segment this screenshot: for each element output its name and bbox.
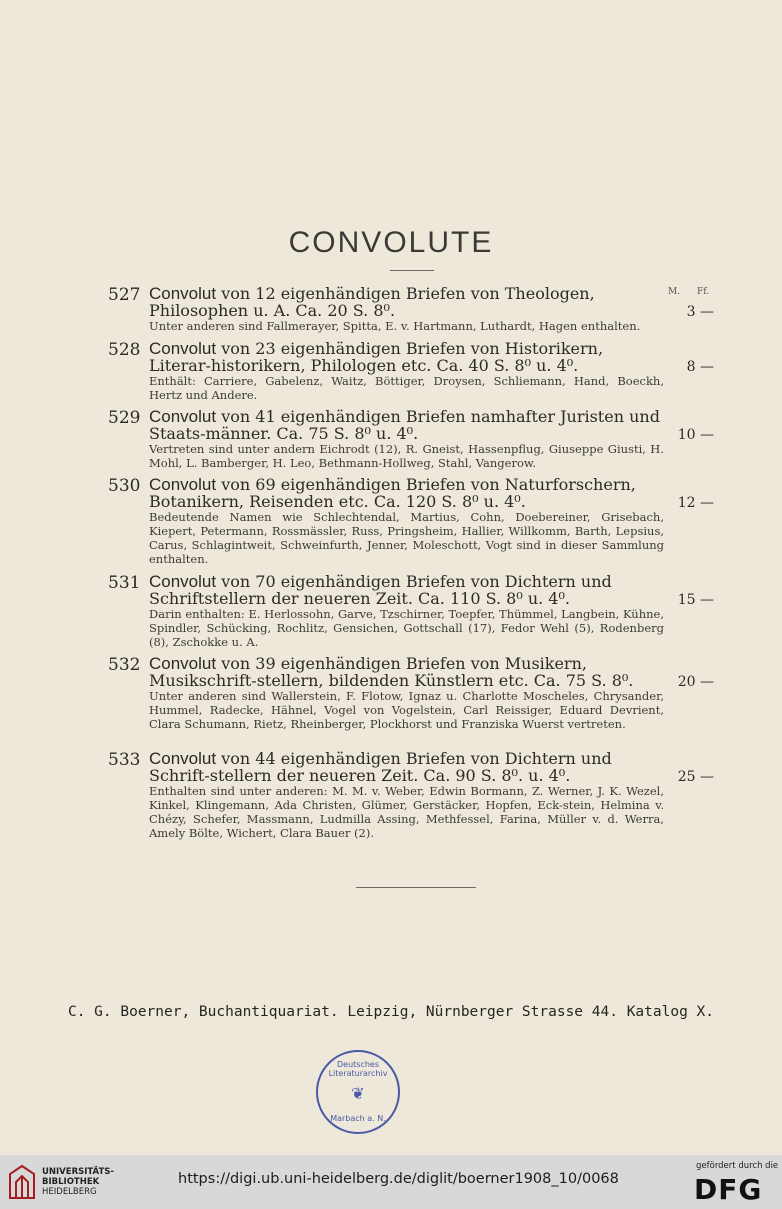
entry-number: 528 <box>108 340 141 360</box>
entry-note: Vertreten sind unter andern Eichrodt (12), R. Gneist, Hassenpflug, Giuseppe Giusti, H. Mohl, L. Bamberger, H. Leo, Bethmann-Hollweg, Stahl, Vangerow. <box>149 442 664 470</box>
entry-note: Unter anderen sind Fallmerayer, Spitta, E. v. Hartmann, Luthardt, Hagen enthalten. <box>149 319 641 333</box>
catalog-entry-532 <box>108 655 714 731</box>
entry-price: 20 — <box>677 674 714 690</box>
currency-header-pfennig: Ff. <box>697 287 710 297</box>
entry-title <box>149 285 664 319</box>
entry-head: Convolut <box>149 339 217 358</box>
entry-text: von 12 eigenhändigen Briefen von Theologen, Philosophen u. A. Ca. 20 S. 8⁰. <box>149 284 595 320</box>
entry-price: 15 — <box>677 592 714 608</box>
entry-text: von 70 eigenhändigen Briefen von Dichtern und Schriftstellern der neueren Zeit. Ca. 110 S. 8⁰ u. 4⁰. <box>149 572 612 608</box>
entry-title <box>149 476 664 510</box>
title-rule <box>390 270 434 271</box>
entry-head: Convolut <box>149 407 217 426</box>
catalog-entry-530 <box>108 476 714 566</box>
entry-head: Convolut <box>149 572 217 591</box>
entry-text: von 44 eigenhändigen Briefen von Dichtern und Schrift-stellern der neueren Zeit. Ca. 90 S. 8⁰. u. 4⁰. <box>149 749 612 785</box>
entry-price: 10 — <box>677 427 714 443</box>
catalog-entry-528 <box>108 340 714 402</box>
catalog-entry-531 <box>108 573 714 649</box>
entry-text: von 39 eigenhändigen Briefen von Musikern, Musikschrift-stellern, bildenden Künstlern etc. Ca. 75 S. 8⁰. <box>149 654 634 690</box>
entry-price: 8 — <box>686 359 714 375</box>
catalog-entry-529 <box>108 408 714 470</box>
entry-note: Enthält: Carriere, Gabelenz, Waitz, Böttiger, Droysen, Schliemann, Hand, Boeckh, Hertz und Andere. <box>149 374 664 402</box>
dfg-logo[interactable]: DFG <box>694 1173 763 1206</box>
closing-rule <box>356 887 476 888</box>
entry-head: Convolut <box>149 749 217 768</box>
entry-note: Unter anderen sind Wallerstein, F. Flotow, Ignaz u. Charlotte Moscheles, Chrysander, Hummel, Radecke, Hähnel, Vogel von Vogelstein, Carl Reissiger, Eduard Devrient, Clara Schumann, Rietz, Rheinberger, Plockhorst und Franziska Wuerst vertreten. <box>149 689 664 731</box>
library-stamp <box>316 1050 400 1134</box>
document-url-link[interactable]: https://digi.ub.uni-heidelberg.de/diglit/boerner1908_10/0068 <box>178 1171 619 1187</box>
logo-line: HEIDELBERG <box>42 1187 97 1197</box>
entry-number: 533 <box>108 750 141 770</box>
entry-head: Convolut <box>149 475 217 494</box>
entry-note: Bedeutende Namen wie Schlechtendal, Martius, Cohn, Doebereiner, Grisebach, Kiepert, Petermann, Rossmässler, Russ, Pringsheim, Hallier, Willkomm, Barth, Lepsius, Carus, Schlagintweit, Schweinfurth, Jenner, Moleschott, Vogt sind in dieser Sammlung enthalten. <box>149 510 664 566</box>
entry-head: Convolut <box>149 654 217 673</box>
entry-price: 12 — <box>677 495 714 511</box>
funded-by-label: gefördert durch die <box>696 1161 779 1171</box>
entry-title <box>149 750 664 784</box>
entry-note: Enthalten sind unter anderen: M. M. v. Weber, Edwin Bormann, Z. Werner, J. K. Wezel, Kinkel, Klingemann, Ada Christen, Glümer, Gerstäcker, Hopfen, Eck-stein, Helmina v. Chézy, Schefer, Massmann, Ludmilla Assing, Methfessel, Farina, Müller v. d. Werra, Amely Bölte, Wichert, Clara Bauer (2). <box>149 784 664 840</box>
entry-number: 532 <box>108 655 141 675</box>
entry-number: 530 <box>108 476 141 496</box>
catalog-entry-533 <box>108 750 714 840</box>
entry-text: von 69 eigenhändigen Briefen von Naturforschern, Botanikern, Reisenden etc. Ca. 120 S. 8⁰ u. 4⁰. <box>149 475 636 511</box>
entry-price: 3 — <box>686 304 714 320</box>
page-title: CONVOLUTE <box>288 226 494 259</box>
entry-text: von 23 eigenhändigen Briefen von Historikern, Literar-historikern, Philologen etc. Ca. 40 S. 8⁰ u. 4⁰. <box>149 339 604 375</box>
entry-price: 25 — <box>677 769 714 785</box>
library-logo-text[interactable] <box>42 1167 114 1197</box>
stamp-emblem-icon: ❦ <box>351 1084 365 1103</box>
logo-line: UNIVERSITÄTS- <box>42 1167 114 1177</box>
entry-number: 531 <box>108 573 141 593</box>
entry-number: 527 <box>108 285 141 305</box>
entry-text: von 41 eigenhändigen Briefen namhafter Juristen und Staats-männer. Ca. 75 S. 8⁰ u. 4⁰. <box>149 407 660 443</box>
entry-title <box>149 408 664 442</box>
entry-title <box>149 340 664 374</box>
entry-note: Darin enthalten: E. Herlossohn, Garve, Tzschirner, Toepfer, Thümmel, Langbein, Kühne, Spindler, Schücking, Rochlitz, Gensichen, Gottschall (17), Fedor Wehl (5), Rodenberg (8), Zschokke u. A. <box>149 607 664 649</box>
logo-line: BIBLIOTHEK <box>42 1177 100 1187</box>
entry-head: Convolut <box>149 284 217 303</box>
catalog-entry-527 <box>108 285 714 333</box>
stamp-bottom-text: Marbach a. N. <box>330 1114 386 1123</box>
entry-title <box>149 655 664 689</box>
currency-header-marks: M. <box>668 287 681 297</box>
stamp-top-text: Deutsches Literaturarchiv <box>328 1060 388 1078</box>
entry-title <box>149 573 664 607</box>
viewer-footer-bar <box>0 1155 782 1209</box>
imprint-line: C. G. Boerner, Buchantiquariat. Leipzig, Nürnberger Strasse 44. Katalog X. <box>67 1004 714 1020</box>
university-library-logo-icon[interactable] <box>8 1164 36 1200</box>
entry-number: 529 <box>108 408 141 428</box>
